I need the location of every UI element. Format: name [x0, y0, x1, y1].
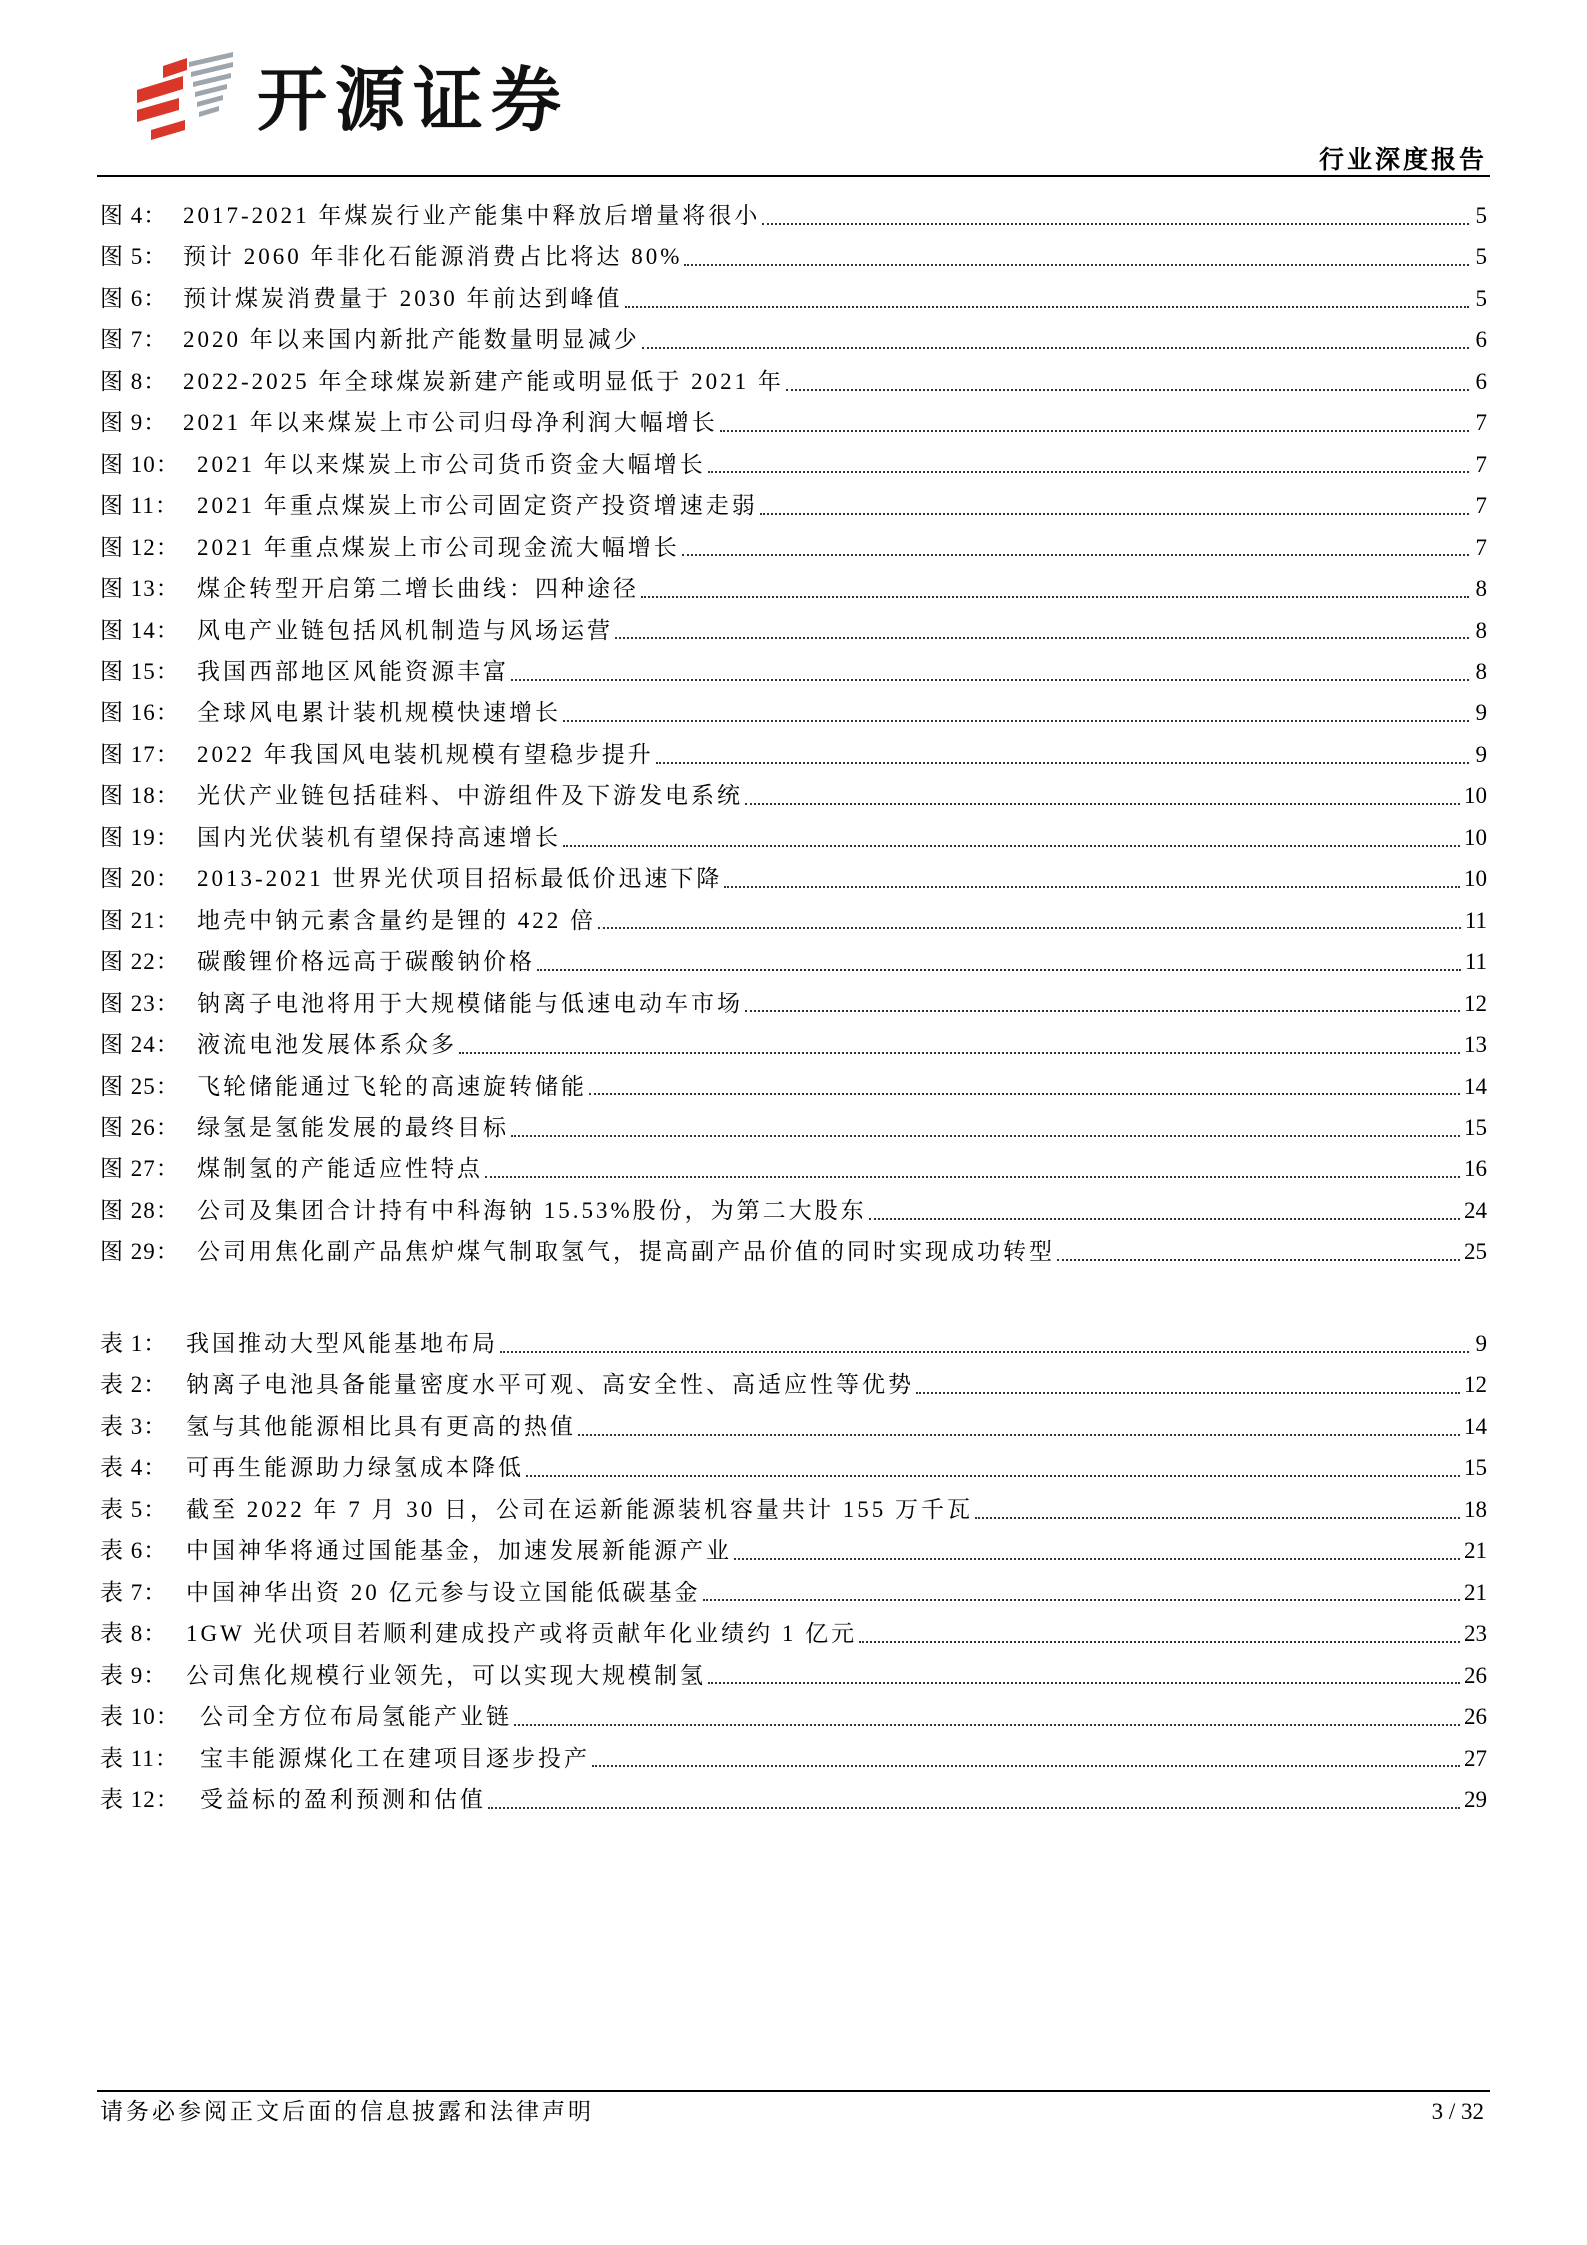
toc-entry-label: 图 4：	[100, 203, 168, 228]
figure-toc-entry[interactable]	[100, 568, 1487, 609]
toc-entry-label: 图 22：	[100, 949, 180, 975]
toc-entry-page: 15	[1464, 1455, 1487, 1481]
toc-dot-leader	[563, 720, 1469, 722]
toc-entry-title: 钠离子电池将用于大规模储能与低速电动车市场	[197, 990, 743, 1016]
toc-entry-label: 图 16：	[100, 700, 180, 726]
toc-dot-leader	[708, 1682, 1460, 1684]
toc-dot-leader	[869, 1218, 1460, 1220]
figure-toc-entry[interactable]	[100, 900, 1487, 941]
toc-dot-leader	[511, 1135, 1460, 1137]
toc-dot-leader	[563, 845, 1460, 847]
toc-entry-title: 液流电池发展体系众多	[197, 1032, 457, 1058]
toc-entry-title: 1GW 光伏项目若顺利建成投产或将贡献年化业绩约 1 亿元	[186, 1621, 858, 1647]
toc-entry-page: 13	[1464, 1032, 1487, 1058]
toc-entry-label: 图 10：	[100, 451, 180, 477]
figure-toc-entry[interactable]	[100, 236, 1487, 277]
toc-entry-page: 6	[1475, 327, 1487, 353]
toc-entry-page: 9	[1475, 741, 1487, 767]
toc-entry-label: 图 27：	[100, 1156, 180, 1182]
toc-entry-label: 图 28：	[100, 1197, 180, 1223]
toc-dot-leader	[734, 1558, 1460, 1560]
header-divider	[97, 175, 1490, 177]
toc-entry-page: 5	[1475, 244, 1487, 270]
toc-entry-title: 中国神华将通过国能基金，加速发展新能源产业	[186, 1538, 732, 1564]
toc-entry-title: 可再生能源助力绿氢成本降低	[186, 1455, 524, 1481]
toc-entry-title: 钠离子电池具备能量密度水平可观、高安全性、高适应性等优势	[186, 1372, 914, 1398]
toc-dot-leader	[485, 1176, 1460, 1178]
figure-toc-entry[interactable]	[100, 485, 1487, 526]
table-toc-entry[interactable]	[100, 1489, 1487, 1530]
toc-entry-page: 26	[1464, 1704, 1487, 1730]
toc-entry-title: 地壳中钠元素含量约是锂的 422 倍	[197, 907, 596, 933]
toc-dot-leader	[745, 803, 1460, 805]
toc-dot-leader	[625, 306, 1470, 308]
toc-entry-label: 表 6：	[100, 1538, 168, 1564]
toc-entry-page: 9	[1475, 1331, 1487, 1356]
toc-entry-page: 29	[1464, 1786, 1487, 1812]
figure-toc-entry[interactable]	[100, 1190, 1487, 1231]
toc-dot-leader	[526, 1475, 1460, 1477]
toc-entry-page: 24	[1464, 1197, 1487, 1223]
figure-toc-entry[interactable]	[100, 402, 1487, 443]
toc-entry-page: 6	[1475, 368, 1487, 394]
toc-entry-page: 10	[1464, 783, 1487, 809]
table-toc-entry[interactable]	[100, 1655, 1487, 1696]
toc-entry-page: 5	[1475, 285, 1487, 311]
toc-entry-title: 中国神华出资 20 亿元参与设立国能低碳基金	[186, 1579, 701, 1605]
toc-dot-leader	[916, 1392, 1460, 1394]
toc-dot-leader	[786, 389, 1469, 391]
footer-disclaimer: 请务必参阅正文后面的信息披露和法律声明	[100, 2099, 594, 2124]
toc-entry-label: 图 26：	[100, 1114, 180, 1140]
toc-entry-title: 2013-2021 世界光伏项目招标最低价迅速下降	[197, 866, 723, 892]
toc-entry-label: 图 21：	[100, 907, 180, 933]
figure-toc-entry[interactable]	[100, 858, 1487, 899]
logo-icon	[133, 52, 237, 140]
toc-entry-page: 8	[1475, 576, 1487, 602]
toc-dot-leader	[703, 1599, 1461, 1601]
table-toc-entry[interactable]	[100, 1572, 1487, 1613]
toc-entry-label: 图 9：	[100, 410, 168, 436]
toc-entry-title: 碳酸锂价格远高于碳酸钠价格	[197, 949, 535, 975]
toc-dot-leader	[537, 969, 1461, 971]
toc-entry-title: 2021 年重点煤炭上市公司现金流大幅增长	[197, 534, 680, 560]
figure-index-list	[100, 195, 1487, 1273]
toc-entry-page: 15	[1464, 1114, 1487, 1140]
toc-entry-label: 表 12：	[100, 1786, 180, 1812]
toc-entry-page: 5	[1475, 203, 1487, 228]
toc-entry-label: 图 25：	[100, 1073, 180, 1099]
toc-entry-label: 表 4：	[100, 1455, 168, 1481]
toc-dot-leader	[684, 264, 1469, 266]
toc-entry-page: 12	[1464, 1372, 1487, 1398]
toc-entry-title: 2017-2021 年煤炭行业产能集中释放后增量将很小	[183, 203, 761, 228]
footer-divider	[97, 2090, 1490, 2092]
toc-dot-leader	[682, 554, 1469, 556]
figure-toc-entry[interactable]	[100, 361, 1487, 402]
figure-toc-entry[interactable]	[100, 527, 1487, 568]
table-toc-entry[interactable]	[100, 1738, 1487, 1779]
toc-entry-label: 表 11：	[100, 1745, 179, 1771]
figure-toc-entry[interactable]	[100, 278, 1487, 319]
toc-entry-title: 绿氢是氢能发展的最终目标	[197, 1114, 509, 1140]
toc-entry-title: 公司及集团合计持有中科海钠 15.53%股份，为第二大股东	[197, 1197, 867, 1223]
toc-entry-page: 9	[1475, 700, 1487, 726]
toc-entry-label: 图 13：	[100, 576, 180, 602]
toc-entry-page: 18	[1464, 1496, 1487, 1522]
toc-entry-title: 全球风电累计装机规模快速增长	[197, 700, 561, 726]
report-type-label: 行业深度报告	[1318, 147, 1487, 174]
toc-entry-page: 14	[1464, 1413, 1487, 1439]
toc-entry-label: 图 6：	[100, 285, 168, 311]
toc-entry-page: 7	[1475, 493, 1487, 519]
toc-entry-title: 风电产业链包括风机制造与风场运营	[197, 617, 613, 643]
toc-entry-page: 11	[1464, 949, 1487, 975]
toc-entry-label: 图 29：	[100, 1239, 180, 1265]
toc-entry-title: 飞轮储能通过飞轮的高速旋转储能	[197, 1073, 587, 1099]
toc-entry-title: 截至 2022 年 7 月 30 日，公司在运新能源装机容量共计 155 万千瓦	[186, 1496, 973, 1522]
toc-entry-label: 图 24：	[100, 1032, 180, 1058]
toc-entry-label: 图 15：	[100, 658, 180, 684]
figure-toc-entry[interactable]	[100, 610, 1487, 651]
toc-entry-label: 图 7：	[100, 327, 168, 353]
toc-entry-label: 图 18：	[100, 783, 180, 809]
toc-entry-label: 表 2：	[100, 1372, 168, 1398]
figure-toc-entry[interactable]	[100, 983, 1487, 1024]
figure-toc-entry[interactable]	[100, 692, 1487, 733]
toc-entry-page: 7	[1475, 451, 1487, 477]
toc-entry-page: 26	[1464, 1662, 1487, 1688]
table-toc-entry[interactable]	[100, 1696, 1487, 1737]
toc-entry-page: 10	[1464, 824, 1487, 850]
table-toc-entry[interactable]	[100, 1613, 1487, 1654]
table-toc-entry[interactable]	[100, 1447, 1487, 1488]
toc-entry-label: 表 10：	[100, 1704, 180, 1730]
toc-entry-label: 图 5：	[100, 244, 168, 270]
toc-entry-page: 23	[1464, 1621, 1487, 1647]
toc-entry-title: 2021 年重点煤炭上市公司固定资产投资增速走弱	[197, 493, 758, 519]
toc-entry-title: 煤制氢的产能适应性特点	[197, 1156, 483, 1182]
toc-entry-title: 预计煤炭消费量于 2030 年前达到峰值	[183, 285, 623, 311]
toc-dot-leader	[975, 1517, 1460, 1519]
toc-entry-title: 2021 年以来煤炭上市公司货币资金大幅增长	[197, 451, 706, 477]
toc-entry-label: 图 19：	[100, 824, 180, 850]
toc-entry-label: 表 8：	[100, 1621, 168, 1647]
figure-toc-entry[interactable]	[100, 444, 1487, 485]
toc-entry-title: 公司焦化规模行业领先，可以实现大规模制氢	[186, 1662, 706, 1688]
toc-entry-title: 公司全方位布局氢能产业链	[200, 1704, 512, 1730]
toc-entry-label: 图 17：	[100, 741, 180, 767]
toc-entry-title: 煤企转型开启第二增长曲线：四种途径	[197, 576, 639, 602]
toc-entry-title: 2021 年以来煤炭上市公司归母净利润大幅增长	[183, 410, 718, 436]
toc-dot-leader	[511, 679, 1469, 681]
toc-dot-leader	[720, 430, 1469, 432]
page-number: 3 / 32	[1431, 2099, 1484, 2124]
toc-entry-label: 图 8：	[100, 368, 168, 394]
toc-entry-title: 我国推动大型风能基地布局	[186, 1331, 498, 1356]
toc-dot-leader	[589, 1093, 1460, 1095]
toc-entry-title: 2022-2025 年全球煤炭新建产能或明显低于 2021 年	[183, 368, 784, 394]
toc-entry-label: 图 11：	[100, 493, 179, 519]
toc-entry-title: 2022 年我国风电装机规模有望稳步提升	[197, 741, 654, 767]
toc-dot-leader	[488, 1807, 1460, 1809]
toc-entry-title: 国内光伏装机有望保持高速增长	[197, 824, 561, 850]
toc-entry-title: 光伏产业链包括硅料、中游组件及下游发电系统	[197, 783, 743, 809]
toc-dot-leader	[745, 1010, 1460, 1012]
toc-dot-leader	[859, 1641, 1460, 1643]
toc-entry-page: 16	[1464, 1156, 1487, 1182]
toc-entry-label: 图 12：	[100, 534, 180, 560]
toc-dot-leader	[459, 1052, 1460, 1054]
toc-dot-leader	[598, 927, 1461, 929]
toc-entry-page: 14	[1464, 1073, 1487, 1099]
toc-entry-title: 2020 年以来国内新批产能数量明显减少	[183, 327, 640, 353]
figure-toc-entry[interactable]	[100, 1024, 1487, 1065]
toc-entry-page: 7	[1475, 410, 1487, 436]
toc-dot-leader	[592, 1765, 1460, 1767]
toc-entry-label: 表 7：	[100, 1579, 168, 1605]
toc-entry-title: 氢与其他能源相比具有更高的热值	[186, 1413, 576, 1439]
toc-dot-leader	[500, 1351, 1469, 1353]
toc-entry-title: 预计 2060 年非化石能源消费占比将达 80%	[183, 244, 683, 270]
toc-entry-page: 21	[1464, 1579, 1487, 1605]
table-toc-entry[interactable]	[100, 1323, 1487, 1364]
toc-entry-label: 图 20：	[100, 866, 180, 892]
toc-entry-title: 我国西部地区风能资源丰富	[197, 658, 509, 684]
toc-dot-leader	[578, 1434, 1460, 1436]
toc-dot-leader	[762, 223, 1469, 225]
toc-dot-leader	[656, 762, 1469, 764]
logo-wordmark: 开源证券	[257, 59, 569, 141]
toc-entry-label: 表 3：	[100, 1413, 168, 1439]
toc-dot-leader	[760, 513, 1469, 515]
toc-dot-leader	[1057, 1259, 1460, 1261]
toc-dot-leader	[724, 886, 1460, 888]
figure-toc-entry[interactable]	[100, 941, 1487, 982]
table-toc-entry[interactable]	[100, 1364, 1487, 1405]
figure-toc-entry[interactable]	[100, 1231, 1487, 1272]
toc-dot-leader	[642, 347, 1469, 349]
toc-entry-page: 12	[1464, 990, 1487, 1016]
figure-toc-entry[interactable]	[100, 1148, 1487, 1189]
table-toc-entry[interactable]	[100, 1406, 1487, 1447]
toc-entry-page: 21	[1464, 1538, 1487, 1564]
toc-entry-page: 8	[1475, 617, 1487, 643]
toc-entry-label: 表 9：	[100, 1662, 168, 1688]
toc-entry-label: 表 5：	[100, 1496, 168, 1522]
figure-toc-entry[interactable]	[100, 734, 1487, 775]
toc-entry-label: 图 23：	[100, 990, 180, 1016]
figure-toc-entry[interactable]	[100, 651, 1487, 692]
figure-toc-entry[interactable]	[100, 319, 1487, 360]
table-toc-entry[interactable]	[100, 1779, 1487, 1820]
toc-dot-leader	[514, 1724, 1460, 1726]
toc-entry-page: 10	[1464, 866, 1487, 892]
toc-entry-page: 11	[1464, 907, 1487, 933]
toc-entry-title: 宝丰能源煤化工在建项目逐步投产	[200, 1745, 590, 1771]
table-toc-entry[interactable]	[100, 1530, 1487, 1571]
toc-entry-label: 表 1：	[100, 1331, 168, 1356]
figure-toc-entry[interactable]	[100, 817, 1487, 858]
toc-entry-page: 25	[1464, 1239, 1487, 1265]
toc-entry-title: 受益标的盈利预测和估值	[200, 1786, 486, 1812]
figure-toc-entry[interactable]	[100, 195, 1487, 236]
toc-entry-page: 7	[1475, 534, 1487, 560]
table-index-list	[100, 1323, 1487, 1820]
toc-dot-leader	[708, 471, 1469, 473]
toc-entry-title: 公司用焦化副产品焦炉煤气制取氢气，提高副产品价值的同时实现成功转型	[197, 1239, 1055, 1265]
toc-dot-leader	[615, 637, 1469, 639]
toc-entry-label: 图 14：	[100, 617, 180, 643]
figure-toc-entry[interactable]	[100, 1066, 1487, 1107]
toc-entry-page: 27	[1464, 1745, 1487, 1771]
figure-toc-entry[interactable]	[100, 1107, 1487, 1148]
toc-dot-leader	[641, 596, 1469, 598]
figure-toc-entry[interactable]	[100, 775, 1487, 816]
toc-entry-page: 8	[1475, 658, 1487, 684]
